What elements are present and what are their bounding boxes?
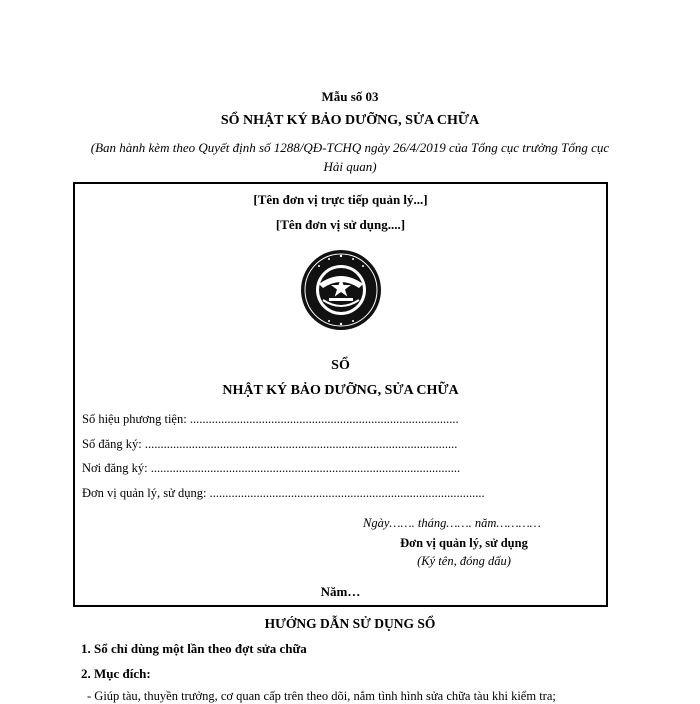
fill-in-dots: ...................................................................................... xyxy=(189,412,459,426)
field-registration-number xyxy=(82,437,457,452)
field-label: Đơn vị quản lý, sử dụng: xyxy=(82,486,207,500)
document-subtitle: (Ban hành kèm theo Quyết định số 1288/QĐ-TCHQ ngày 26/4/2019 của Tổng cục trưởng Tổng cục Hải quan) xyxy=(90,140,610,174)
cover-frame xyxy=(73,182,608,607)
field-registration-place xyxy=(82,461,460,476)
guide-paragraph: - Giúp tàu, thuyền trưởng, cơ quan cấp trên theo dõi, nắm tình hình sửa chữa tàu khi kiểm tra; xyxy=(87,689,556,703)
date-line: Ngày……. tháng……. năm………… xyxy=(363,516,541,530)
fill-in-dots: .................................................................................................... xyxy=(144,437,458,451)
unit-user: [Tên đơn vị sử dụng....] xyxy=(275,217,406,232)
field-vehicle-number xyxy=(82,412,459,427)
book-label: SỔ xyxy=(331,358,350,373)
signature-note: (Ký tên, đóng dấu) xyxy=(417,554,511,568)
signature-title: Đơn vị quản lý, sử dụng xyxy=(400,536,528,550)
field-label: Số đăng ký: xyxy=(82,437,142,451)
fill-in-dots: ........................................................................................ xyxy=(209,486,485,500)
book-title: NHẬT KÝ BẢO DƯỠNG, SỬA CHỮA xyxy=(222,383,459,398)
customs-emblem-icon xyxy=(299,248,383,332)
field-label: Số hiệu phương tiện: xyxy=(82,412,187,426)
form-number: Mẫu số 03 xyxy=(321,89,379,104)
guide-item-1: 1. Sổ chỉ dùng một lần theo đợt sửa chữa xyxy=(81,641,307,656)
document-title: SỔ NHẬT KÝ BẢO DƯỠNG, SỬA CHỮA xyxy=(220,113,480,128)
year-line: Năm… xyxy=(320,584,361,599)
guide-item-2: 2. Mục đích: xyxy=(81,666,151,681)
field-label: Nơi đăng ký: xyxy=(82,461,148,475)
field-managing-unit xyxy=(82,486,485,501)
guide-title: HƯỚNG DẪN SỬ DỤNG SỔ xyxy=(264,616,436,631)
fill-in-dots: ................................................................................................... xyxy=(150,461,461,475)
unit-direct-management: [Tên đơn vị trực tiếp quản lý...] xyxy=(253,192,428,207)
